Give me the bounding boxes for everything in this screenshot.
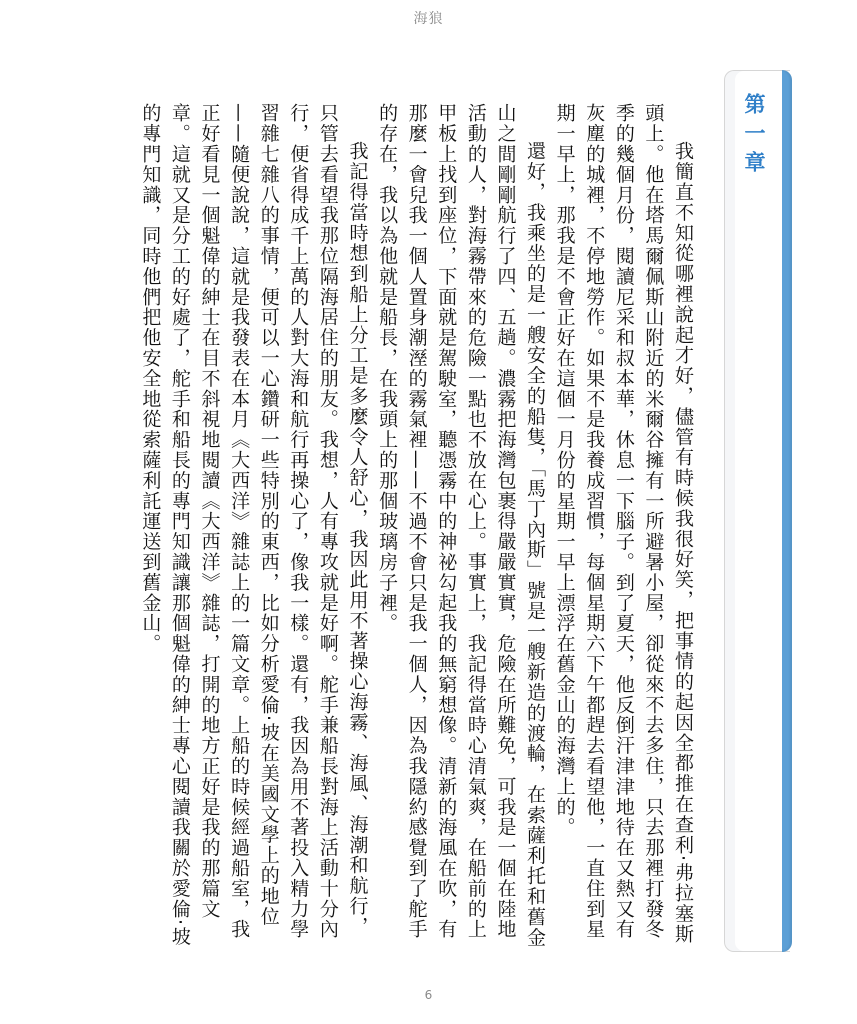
body-text bbox=[135, 103, 697, 948]
chapter-tab bbox=[724, 70, 790, 952]
book-title: 海狼 bbox=[413, 11, 444, 27]
chapter-tab-accent-bar bbox=[782, 70, 792, 952]
chapter-title: 第一章 bbox=[742, 93, 766, 180]
paragraph-3: 我記得當時想到船上分工是多麼令人舒心，我因此用不著操心海霧、海風、海潮和航行，只管去看望我那位隔海居住的朋友。我想，人有專攻就是好啊。舵手兼船長對海上活動十分內行，便省得成千上萬的人對大海和航行再操心了，像我一樣。還有，我因為用不著投入精力學習雜七雜八的事情，便可以一心鑽研一些特別的東西，比如分析愛倫·坡在美國文學上的地位——隨便說說，這就是我發表在本月《大西洋》雜誌上的一篇文章。上船的時候經過船室，我正好看見一個魁偉的紳士在目不斜視地閱讀《大西洋》雜誌，打開的地方正好是我的那篇文章。這就又是分工的好處了，舵手和船長的專門知識讓那個魁偉的紳士專心閱讀我關於愛倫·坡的專門知識，同時他們把他安全地從索薩利託運送到舊金山。 bbox=[139, 103, 369, 947]
page-number: 6 bbox=[424, 988, 433, 1002]
paragraph-2: 還好，我乘坐的是一艘安全的船隻，「馬丁內斯」號是一艘新造的渡輪，在索薩利托和舊金山之間剛剛航行了四、五趟。濃霧把海灣包裹得嚴嚴實實，危險在所難免，可我是一個在陸地活動的人，對海霧帶來的危險一點也不放在心上。事實上，我記得當時心清氣爽，在船前的上甲板上找到座位，下面就是駕駛室，聽憑霧中的神祕勾起我的無窮想像。清新的海風在吹，有那麼一會兒我一個人置身潮溼的霧氣裡——不過不會只是我一個人，因為我隱約感覺到了舵手的存在，我以為他就是船長，在我頭上的那個玻璃房子裡。 bbox=[376, 103, 547, 948]
paragraph-1: 我簡直不知從哪裡說起才好，儘管有時候我很好笑，把事情的起因全都推在查利·弗拉塞斯頭上。他在塔馬爾佩斯山附近的米爾谷擁有一所避暑小屋，卻從來不去多住，只去那裡打發冬季的幾個月份，閱讀尼采和叔本華，休息一下腦子。到了夏天，他反倒汗津津地待在又熱又有灰塵的城裡，不停地勞作。如果不是我養成習慣，每個星期六下午都趕去看望他，一直住到星期一早上，那我是不會正好在這個一月份的星期一早上漂浮在舊金山的海灣上的。 bbox=[553, 103, 694, 945]
